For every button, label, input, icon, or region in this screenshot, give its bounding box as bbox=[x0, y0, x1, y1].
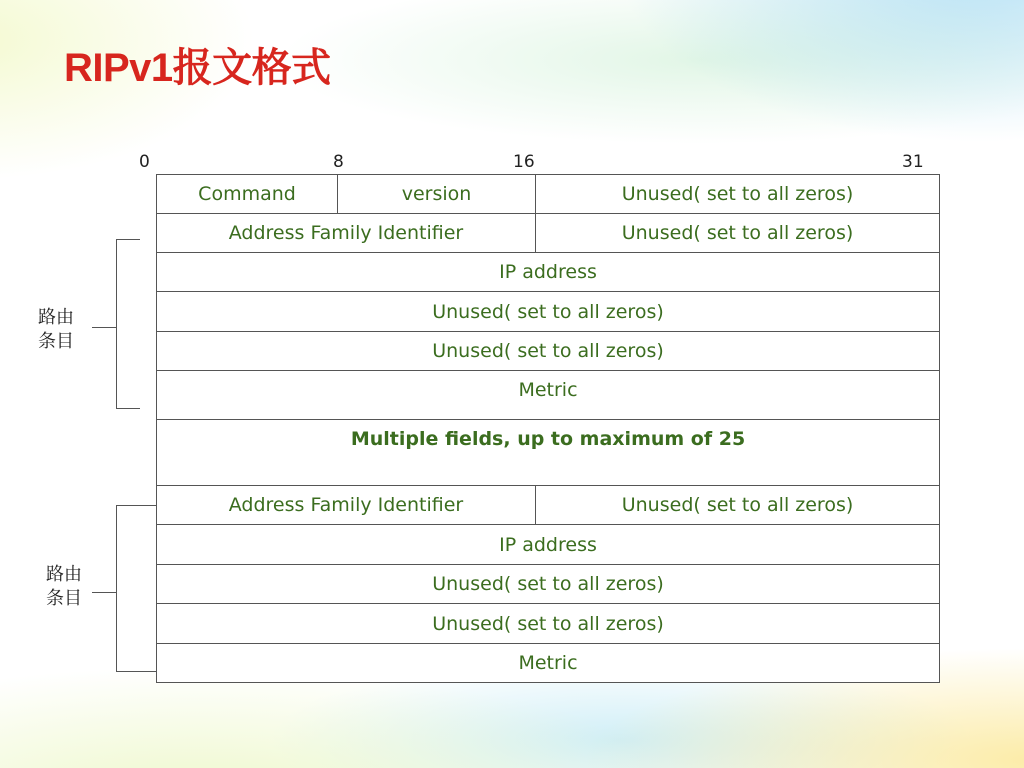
header-unused-field: Unused( set to all zeros) bbox=[535, 174, 940, 214]
bit-marker-8: 8 bbox=[333, 152, 344, 172]
route-entry-bracket-2 bbox=[116, 505, 156, 672]
route-entry-label-1-line2: 条目 bbox=[38, 331, 74, 352]
route-entry-label-1-line1: 路由 bbox=[38, 307, 74, 328]
route-entry-label-2-line1: 路由 bbox=[46, 564, 82, 585]
route2-afi-unused-field: Unused( set to all zeros) bbox=[535, 485, 940, 525]
route1-afi-field: Address Family Identifier bbox=[156, 213, 536, 253]
route2-unused1-field: Unused( set to all zeros) bbox=[156, 564, 940, 604]
route2-metric-field: Metric bbox=[156, 643, 940, 683]
route-entry-bracket-1-tick bbox=[92, 327, 116, 328]
bit-marker-0: 0 bbox=[139, 152, 150, 172]
route1-unused2-field: Unused( set to all zeros) bbox=[156, 331, 940, 371]
bit-marker-16: 16 bbox=[513, 152, 535, 172]
route-entry-bracket-1 bbox=[116, 239, 140, 409]
route-entry-label-1 bbox=[34, 306, 78, 354]
version-field: version bbox=[337, 174, 536, 214]
slide-title: RIPv1报文格式 bbox=[64, 46, 331, 90]
route2-afi-field: Address Family Identifier bbox=[156, 485, 536, 525]
route1-ip-field: IP address bbox=[156, 252, 940, 292]
route1-metric-field: Metric bbox=[156, 370, 940, 420]
route-entry-label-2-line2: 条目 bbox=[46, 588, 82, 609]
route1-afi-unused-field: Unused( set to all zeros) bbox=[535, 213, 940, 253]
route-entry-label-2 bbox=[42, 563, 86, 611]
route2-ip-field: IP address bbox=[156, 524, 940, 565]
route-entry-bracket-2-tick bbox=[92, 592, 116, 593]
route1-unused1-field: Unused( set to all zeros) bbox=[156, 291, 940, 332]
multiple-fields-note: Multiple fields, up to maximum of 25 bbox=[156, 419, 940, 486]
bit-marker-31: 31 bbox=[902, 152, 924, 172]
route2-unused2-field: Unused( set to all zeros) bbox=[156, 603, 940, 644]
command-field: Command bbox=[156, 174, 338, 214]
